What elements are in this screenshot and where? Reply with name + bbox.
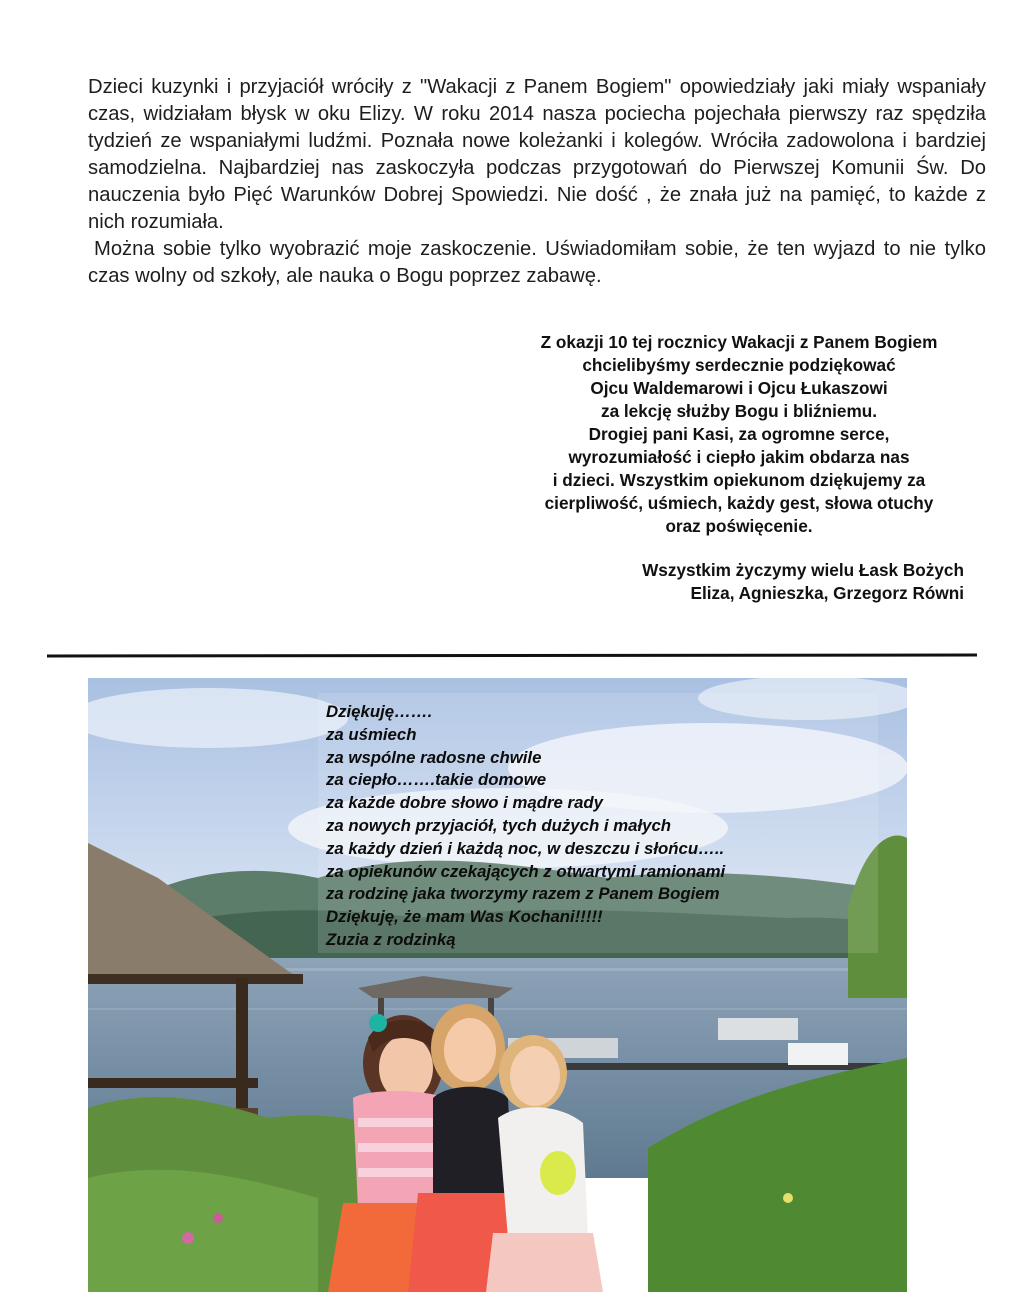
- wishes-line: Wszystkim życzymy wielu Łask Bożych: [642, 560, 964, 580]
- thanks-line: cierpliwość, uśmiech, każdy gest, słowa otuchy: [544, 493, 934, 513]
- intro-paragraph-2: Można sobie tylko wyobrazić moje zaskoczenie. Uświadomiłam sobie, że ten wyjazd to nie tylko czas wolny od szkoły, ale nauka o Bogu poprzez zabawę.: [88, 238, 986, 287]
- wishes-signature: [504, 559, 964, 605]
- thanks-line: wyrozumiałość i ciepło jakim obdarza nas: [568, 447, 910, 467]
- lake-photo: [88, 678, 907, 1292]
- thanks-block: [500, 331, 978, 538]
- poem-line: za rodzinę jaka tworzymy razem z Panem Bogiem: [326, 884, 720, 904]
- poem-text: [326, 701, 886, 952]
- poem-signature: Zuzia z rodzinką: [326, 929, 456, 949]
- intro-paragraph-1: Dzieci kuzynki i przyjaciół wróciły z "Wakacji z Panem Bogiem" opowiedziały jaki miały wspaniały czas, widziałam błysk w oku Elizy. W roku 2014 nasza pociecha pojechała pierwszy raz spędziła tydzień ze wspaniałymi ludźmi. Poznała nowe koleżanki i kolegów. Wróciła zadowolona i bardziej samodzielna. Najbardziej nas zaskoczyła podczas przygotowań do Pierwszej Komunii Św. Do nauczenia było Pięć Warunków Dobrej Spowiedzi. Nie dość , że znała już na pamięć, to każde z nich rozumiała.: [88, 76, 986, 233]
- thanks-line: Ojcu Waldemarowi i Ojcu Łukaszowi: [590, 378, 888, 398]
- thanks-line: Drogiej pani Kasi, za ogromne serce,: [588, 424, 890, 444]
- intro-text: [88, 74, 986, 290]
- thanks-line: chcielibyśmy serdecznie podziękować: [582, 355, 896, 375]
- poem-line: za ciepło…….takie domowe: [326, 770, 547, 790]
- thanks-line: Z okazji 10 tej rocznicy Wakacji z Panem Bogiem: [540, 332, 938, 352]
- thanks-line: oraz poświęcenie.: [665, 516, 813, 536]
- poem-line: za każdy dzień i każdą noc, w deszczu i słońcu…..: [326, 838, 725, 858]
- poem-line: za wspólne radosne chwile: [326, 747, 542, 767]
- divider-line: [47, 654, 977, 658]
- poem-line: za każde dobre słowo i mądre rady: [326, 793, 603, 813]
- poem-line: za uśmiech: [326, 724, 417, 744]
- poem-line: za opiekunów czekających z otwartymi ramionami: [326, 861, 726, 881]
- thanks-line: za lekcję służby Bogu i bliźniemu.: [600, 401, 877, 421]
- poem-line: Dziękuję…….: [326, 702, 433, 721]
- poem-line: Dziękuję, że mam Was Kochani!!!!!: [326, 907, 603, 927]
- signature-line: Eliza, Agnieszka, Grzegorz Równi: [690, 583, 964, 603]
- thanks-line: i dzieci. Wszystkim opiekunom dziękujemy za: [552, 470, 926, 490]
- poem-line: za nowych przyjaciół, tych dużych i małych: [326, 815, 672, 835]
